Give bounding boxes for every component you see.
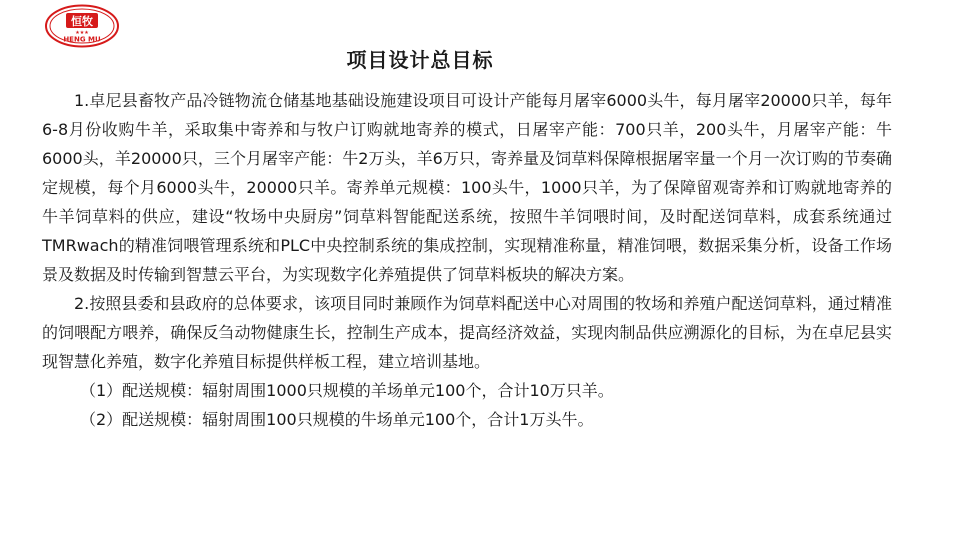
paragraph-2: 2.按照县委和县政府的总体要求，该项目同时兼顾作为饲草料配送中心对周围的牧场和养殖户配送饲草料，通过精准的饲喂配方喂养，确保反刍动物健康生长，控制生产成本，提高经济效益，实现肉制品供应溯源化的目标，为在卓尼县实现智慧化养殖，数字化养殖目标提供样板工程，建立培训基地。	[42, 294, 892, 371]
document-body	[42, 86, 892, 434]
page-title: 项目设计总目标	[346, 48, 494, 72]
logo-stars: ★★★	[75, 30, 89, 36]
logo-top-text: 恒牧	[71, 15, 93, 28]
list-item-1: （1）配送规模：辐射周围1000只规模的羊场单元100个，合计10万只羊。	[80, 381, 614, 400]
paragraph-1: 1.卓尼县畜牧产品冷链物流仓储基地基础设施建设项目可设计产能每月屠宰6000头牛，每月屠宰20000只羊，每年6-8月份收购牛羊，采取集中寄养和与牧户订购就地寄养的模式，日屠宰产能：700只羊，200头牛，月屠宰产能：牛6000头，羊20000只，三个月屠宰产能：牛2万头，羊6万只，寄养量及饲草料保障根据屠宰量一个月一次订购的节奏确定规模，每个月6000头牛，20000只羊。寄养单元规模：100头牛，1000只羊，为了保障留观寄养和订购就地寄养的牛羊饲草料的供应，建设“牧场中央厨房”饲草料智能配送系统，按照牛羊饲喂时间，及时配送饲草料，成套系统通过TMRwach的精准饲喂管理系统和PLC中央控制系统的集成控制，实现精准称量，精准饲喂，数据采集分析，设备工作场景及数据及时传输到智慧云平台，为实现数字化养殖提供了饲草料板块的解决方案。	[42, 91, 892, 284]
logo-bottom-text: HENG MU	[63, 35, 101, 44]
company-logo	[44, 4, 120, 48]
list-item-2: （2）配送规模：辐射周围100只规模的牛场单元100个，合计1万头牛。	[80, 410, 594, 429]
